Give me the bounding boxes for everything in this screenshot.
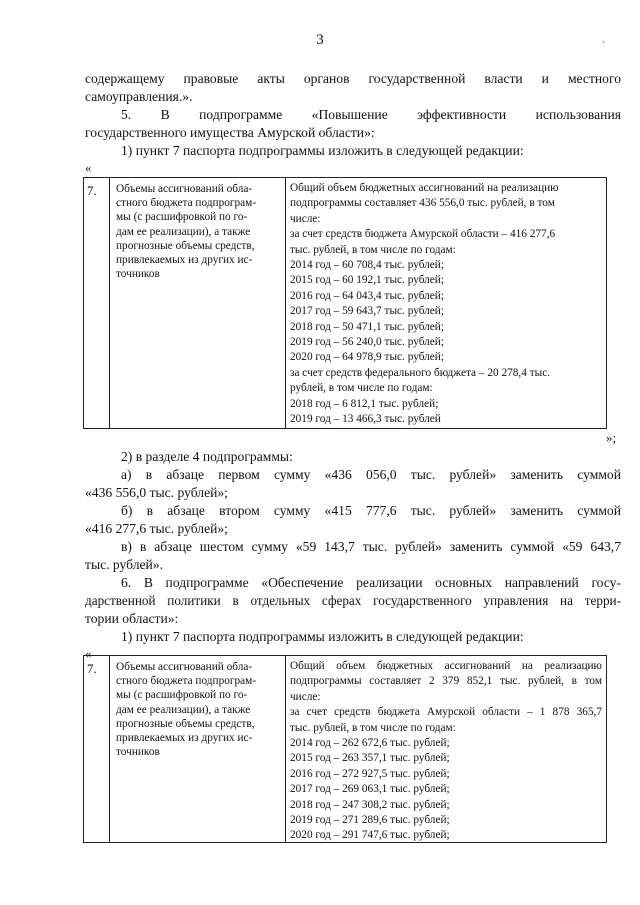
label-line: привлекаемых из других ис- xyxy=(116,732,253,745)
paragraph-continuation-line: содержащему правовые акты органов государственной власти и местного xyxy=(85,71,621,86)
section-5-item-2: 2) в разделе 4 подпрограммы: xyxy=(121,449,293,464)
value-line: 2016 год – 64 043,4 тыс. рублей; xyxy=(290,289,444,302)
label-line: прогнозные объемы средств, xyxy=(116,717,255,730)
value-line: Общий объем бюджетных ассигнований на реализацию xyxy=(290,660,602,672)
table-2-value-cell xyxy=(286,656,606,842)
value-line: за счет средств бюджета Амурской области – 1 878 365,7 xyxy=(290,706,602,719)
open-quote: « xyxy=(85,160,92,175)
section-6-heading-cont: дарственной политики в отдельных сферах государственного управления на терри- xyxy=(85,593,621,608)
value-line: тыс. рублей, в том числе по годам: xyxy=(290,243,456,256)
value-line: 2017 год – 269 063,1 тыс. рублей; xyxy=(290,783,450,796)
value-line: 2018 год – 50 471,1 тыс. рублей; xyxy=(290,320,444,333)
value-line: 2020 год – 291 747,6 тыс. рублей; xyxy=(290,829,450,842)
value-line: 2016 год – 272 927,5 тыс. рублей; xyxy=(290,767,450,780)
paragraph-continuation-line: самоуправления.». xyxy=(85,89,193,104)
label-line: Объемы ассигнований обла- xyxy=(116,661,253,673)
section-5-heading: 5. В подпрограмме «Повышение эффективности использования xyxy=(121,107,621,122)
item-2-a-cont: «436 556,0 тыс. рублей»; xyxy=(85,485,228,500)
section-6-heading-end: тории области»: xyxy=(85,611,179,626)
section-5-item-1: 1) пункт 7 паспорта подпрограммы изложить в следующей редакции: xyxy=(121,143,524,158)
label-line: стного бюджета подпрограм- xyxy=(116,675,257,688)
value-line: 2015 год – 60 192,1 тыс. рублей; xyxy=(290,274,444,287)
item-2-b: б) в абзаце втором сумму «415 777,6 тыс. рублей» заменить суммой xyxy=(121,503,621,518)
value-line: 2018 год – 247 308,2 тыс. рублей; xyxy=(290,798,450,811)
section-6-heading: 6. В подпрограмме «Обеспечение реализации основных направлений госу- xyxy=(121,575,621,590)
value-line: 2015 год – 263 357,1 тыс. рублей; xyxy=(290,752,450,765)
value-line: за счет средств бюджета Амурской области – 416 277,6 xyxy=(290,228,556,241)
value-line: подпрограммы составляет 436 556,0 тыс. рублей, в том xyxy=(290,197,555,210)
value-line: рублей, в том числе по годам: xyxy=(290,382,433,395)
value-line: числе: xyxy=(290,690,321,703)
value-line: 2014 год – 60 708,4 тыс. рублей; xyxy=(290,259,444,272)
label-line: точников xyxy=(116,268,160,281)
section-6-item-1: 1) пункт 7 паспорта подпрограммы изложить в следующей редакции: xyxy=(121,629,524,644)
value-line: тыс. рублей, в том числе по годам: xyxy=(290,721,456,734)
label-line: прогнозные объемы средств, xyxy=(116,239,255,252)
value-line: 2019 год – 56 240,0 тыс. рублей; xyxy=(290,336,444,349)
label-line: мы (с расшифровкой по го- xyxy=(116,689,248,702)
value-line: 2020 год – 64 978,9 тыс. рублей; xyxy=(290,351,444,364)
table-1-label-cell xyxy=(110,178,286,428)
value-line: за счет средств федерального бюджета – 20 278,4 тыс. xyxy=(290,366,551,379)
value-line: числе: xyxy=(290,212,321,225)
label-line: дам ее реализации), а также xyxy=(116,225,251,238)
value-line: 2017 год – 59 643,7 тыс. рублей; xyxy=(290,305,444,318)
value-line: 2019 год – 271 289,6 тыс. рублей; xyxy=(290,814,450,827)
value-line: подпрограммы составляет 2 379 852,1 тыс. рублей, в том xyxy=(290,675,602,688)
label-line: точников xyxy=(116,746,160,759)
open-quote: « xyxy=(85,646,92,661)
value-line: 2018 год – 6 812,1 тыс. рублей; xyxy=(290,397,439,410)
item-2-b-cont: «416 277,6 тыс. рублей»; xyxy=(85,521,228,536)
passport-table-1 xyxy=(83,177,607,429)
value-line: 2019 год – 13 466,3 тыс. рублей xyxy=(290,413,441,426)
table-2-label-cell xyxy=(110,656,286,842)
label-line: стного бюджета подпрограм- xyxy=(116,197,257,210)
label-line: дам ее реализации), а также xyxy=(116,703,251,716)
value-line: 2014 год – 262 672,6 тыс. рублей; xyxy=(290,737,450,750)
item-2-a: а) в абзаце первом сумму «436 056,0 тыс. рублей» заменить суммой xyxy=(121,467,621,482)
section-5-heading-cont: государственного имущества Амурской области»: xyxy=(85,125,375,140)
label-line: мы (с расшифровкой по го- xyxy=(116,211,248,224)
passport-table-2 xyxy=(83,655,607,843)
table-2-row-number: 7. xyxy=(84,656,110,842)
close-quote: »; xyxy=(606,430,617,445)
label-line: привлекаемых из других ис- xyxy=(116,254,253,267)
margin-mark: ʼ xyxy=(602,40,606,51)
table-1-row-number: 7. xyxy=(84,178,110,428)
item-2-v: в) в абзаце шестом сумму «59 143,7 тыс. рублей» заменить суммой «59 643,7 xyxy=(121,539,621,554)
table-1-value-cell xyxy=(286,178,606,428)
label-line: Объемы ассигнований обла- xyxy=(116,183,253,195)
value-line: Общий объем бюджетных ассигнований на реализацию xyxy=(290,182,559,194)
page-number: 3 xyxy=(316,32,324,48)
item-2-v-cont: тыс. рублей». xyxy=(85,557,164,572)
